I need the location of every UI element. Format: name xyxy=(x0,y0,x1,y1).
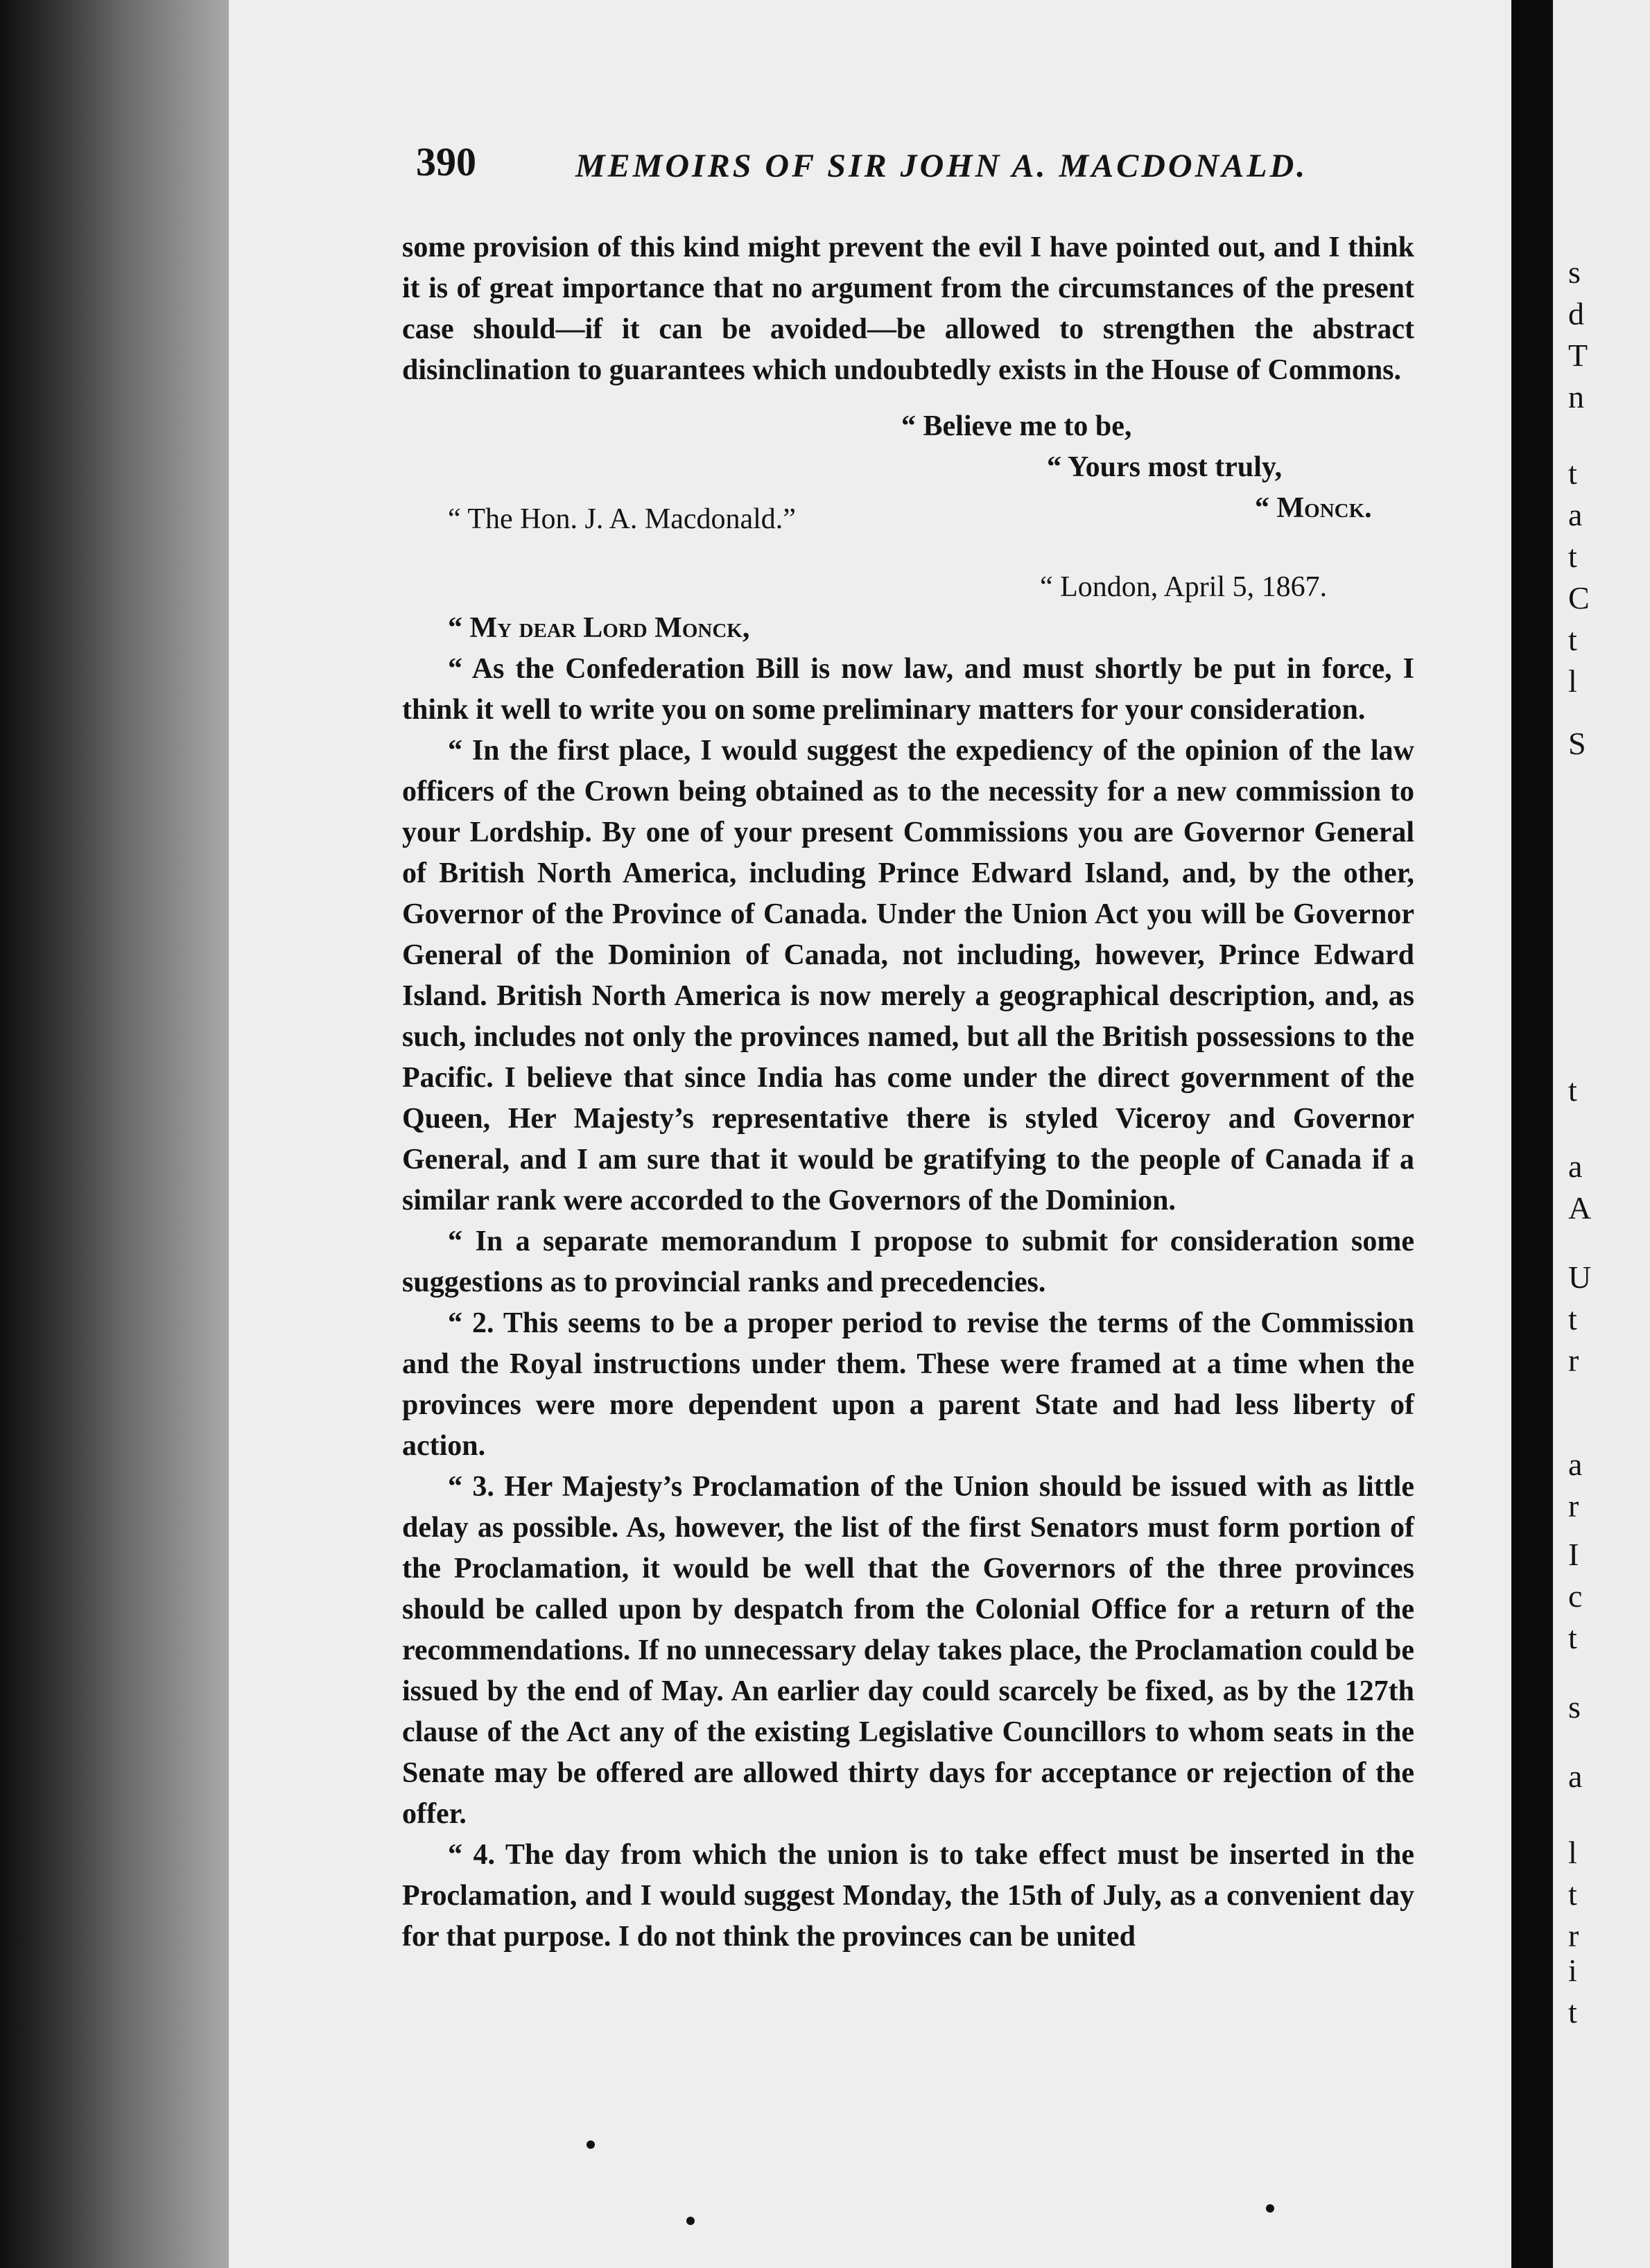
page-number: 390 xyxy=(416,139,476,184)
paragraph: “ As the Confederation Bill is now law, and must shortly be put in force, I think it well to write you on some preliminary matters for your consideration. xyxy=(402,653,1414,726)
paragraph: “ 4. The day from which the union is to take effect must be inserted in the Proclamation, and I would suggest Monday, the 15th of July, as a convenient day for that purpose. I do not think the provinces can be united xyxy=(402,1839,1414,1953)
adjacent-page-fragment: t xyxy=(1568,1301,1577,1336)
adjacent-page-fragment: I xyxy=(1568,1537,1579,1572)
book-binding-edge xyxy=(0,0,229,2268)
signature-row xyxy=(402,488,1414,535)
dateline: “ London, April 5, 1867. xyxy=(1040,571,1328,603)
adjacent-page-fragment: t xyxy=(1568,622,1577,657)
adjacent-page-fragment: a xyxy=(1568,1759,1583,1794)
ink-speck xyxy=(1266,2204,1274,2213)
adjacent-page-fragment: S xyxy=(1568,726,1586,761)
adjacent-page-fragment: t xyxy=(1568,1994,1577,2030)
adjacent-page-fragment: t xyxy=(1568,455,1577,491)
adjacent-page-fragment: i xyxy=(1568,1953,1577,1988)
adjacent-page-edge xyxy=(1553,0,1650,2268)
salutation: “ My dear Lord Monck, xyxy=(448,612,750,644)
running-head xyxy=(416,139,1387,194)
page-gutter xyxy=(1511,0,1553,2268)
paragraph: “ 2. This seems to be a proper period to revise the terms of the Commission and the Royal instructions under them. These were framed at a time when the provinces were more dependent upon a parent State and had less liberty of action. xyxy=(402,1307,1414,1462)
adjacent-page-fragment: a xyxy=(1568,497,1583,532)
closing-line-1: “ Believe me to be, xyxy=(901,410,1132,442)
adjacent-page-fragment: a xyxy=(1568,1447,1583,1482)
adjacent-page-fragment: t xyxy=(1568,539,1577,574)
adjacent-page-fragment: l xyxy=(1568,663,1577,699)
adjacent-page-fragment: s xyxy=(1568,1689,1581,1725)
adjacent-page-fragment: a xyxy=(1568,1149,1583,1184)
addressee: “ The Hon. J. A. Macdonald.” xyxy=(448,503,796,535)
adjacent-page-fragment: c xyxy=(1568,1578,1583,1614)
adjacent-page-fragment: t xyxy=(1568,1620,1577,1655)
ink-speck xyxy=(686,2217,695,2225)
adjacent-page-fragment: C xyxy=(1568,580,1590,616)
adjacent-page-fragment: l xyxy=(1568,1835,1577,1870)
adjacent-page-fragment: d xyxy=(1568,296,1584,331)
paragraph: “ In the first place, I would suggest the expediency of the opinion of the law officers of the Crown being obtained as to the necessity for a new commission to your Lordship. By one of your present Commissions you are Governor General of British North America, including Prince Edward Island, and, by the other, Governor of the Province of Canada. Under the Union Act you will be Governor General of the Dominion of Canada, not including, however, Prince Edward Island. British North America is now merely a geographical description, and, as such, includes not only the provinces named, but all the British possessions to the Pacific. I believe that since India has come under the direct government of the Queen, Her Majesty’s representative there is styled Viceroy and Governor General, and I am sure that it would be gratifying to the people of Canada if a similar rank were accorded to the Governors of the Dominion. xyxy=(402,735,1414,1216)
adjacent-page-fragment: s xyxy=(1568,254,1581,290)
ink-speck xyxy=(587,2140,595,2149)
page-body xyxy=(402,227,1414,1957)
adjacent-page-fragment: r xyxy=(1568,1343,1579,1378)
paragraph: “ 3. Her Majesty’s Proclamation of the Union should be issued with as little delay as possible. As, however, the list of the first Senators must form portion of the Proclamation, it would be well that the Governors of the three provinces should be called upon by despatch from the Colonial Office for a return of the recommendations. If no unnecessary delay takes place, the Proclamation could be issued by the end of May. An earlier day could scarcely be fixed, as by the 127th clause of the Act any of the existing Legislative Councillors to whom seats in the Senate may be offered are allowed thirty days for acceptance or rejection of the offer. xyxy=(402,1471,1414,1830)
adjacent-page-fragment: U xyxy=(1568,1259,1592,1295)
adjacent-page-fragment: T xyxy=(1568,338,1588,373)
adjacent-page-fragment: A xyxy=(1568,1190,1592,1225)
adjacent-page-fragment: r xyxy=(1568,1918,1579,1953)
signature: “ Monck. xyxy=(1255,492,1372,524)
adjacent-page-fragment: n xyxy=(1568,379,1584,415)
paragraph: “ In a separate memorandum I propose to submit for consideration some suggestions as to provincial ranks and precedencies. xyxy=(402,1225,1414,1298)
running-title: MEMOIRS OF SIR JOHN A. MACDONALD. xyxy=(575,148,1308,184)
paragraph-continued: some provision of this kind might prevent the evil I have pointed out, and I think it is of great importance that no argument from the circumstances of the present case should—if it can be avoided—be allowed to strengthen the abstract disinclination to guarantees which undoubtedly exists in the House of Commons. xyxy=(402,232,1414,386)
adjacent-page-fragment: r xyxy=(1568,1488,1579,1524)
adjacent-page-fragment: t xyxy=(1568,1876,1577,1912)
adjacent-page-fragment: t xyxy=(1568,1072,1577,1108)
closing-line-2: “ Yours most truly, xyxy=(1047,451,1283,483)
